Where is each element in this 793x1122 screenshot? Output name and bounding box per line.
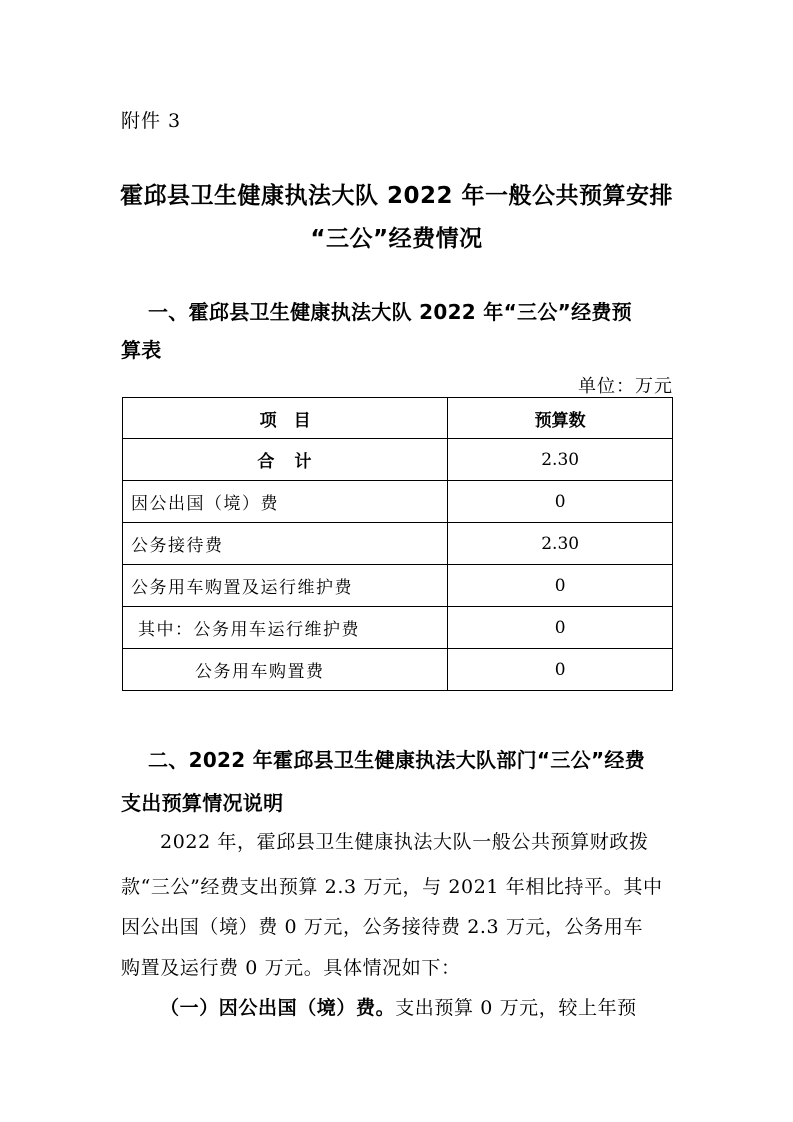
row-value: 0 xyxy=(448,565,673,607)
attachment-label: 附件 3 xyxy=(121,110,182,132)
body-line-3: 因公出国（境）费 0 万元，公务接待费 2.3 万元，公务用车 xyxy=(121,916,644,938)
section2-heading-line-1: 二、2022 年霍邱县卫生健康执法大队部门“三公”经费 xyxy=(148,748,646,772)
budget-table xyxy=(122,397,673,691)
paragraph-one-bold: （一）因公出国（境）费。 xyxy=(160,997,396,1019)
table-header-row xyxy=(123,398,673,439)
row-name: 公务接待费 xyxy=(123,523,448,565)
document-title-line-1: 霍邱县卫生健康执法大队 2022 年一般公共预算安排 xyxy=(119,183,674,209)
table-row xyxy=(123,523,673,565)
row-value: 2.30 xyxy=(448,439,673,481)
body-line-1: 2022 年，霍邱县卫生健康执法大队一般公共预算财政拨 xyxy=(160,831,649,853)
table-row xyxy=(123,565,673,607)
row-name: 合 计 xyxy=(123,439,448,481)
section2-heading-line-2: 支出预算情况说明 xyxy=(121,791,284,815)
paragraph-one-text: 支出预算 0 万元，较上年预 xyxy=(395,997,637,1019)
table-row-total xyxy=(123,439,673,481)
row-name: 其中：公务用车运行维护费 xyxy=(123,607,448,649)
table-row xyxy=(123,607,673,649)
paragraph-one xyxy=(160,993,637,1020)
row-value: 0 xyxy=(448,481,673,523)
row-value: 0 xyxy=(448,649,673,691)
section1-heading-line-2: 算表 xyxy=(121,338,162,362)
section1-heading-line-1: 一、霍邱县卫生健康执法大队 2022 年“三公”经费预 xyxy=(148,300,632,324)
table-row xyxy=(123,649,673,691)
body-line-2: 款“三公”经费支出预算 2.3 万元，与 2021 年相比持平。其中 xyxy=(121,876,663,898)
row-value: 2.30 xyxy=(448,523,673,565)
row-name: 公务用车购置及运行维护费 xyxy=(123,565,448,607)
table-row xyxy=(123,481,673,523)
header-budget: 预算数 xyxy=(448,398,673,439)
row-name: 因公出国（境）费 xyxy=(123,481,448,523)
unit-label: 单位：万元 xyxy=(578,376,673,397)
row-value: 0 xyxy=(448,607,673,649)
body-line-4: 购置及运行费 0 万元。具体情况如下： xyxy=(121,957,461,979)
document-title-line-2: “三公”经费情况 xyxy=(310,226,483,252)
header-item: 项 目 xyxy=(123,398,448,439)
row-name: 公务用车购置费 xyxy=(123,649,448,691)
